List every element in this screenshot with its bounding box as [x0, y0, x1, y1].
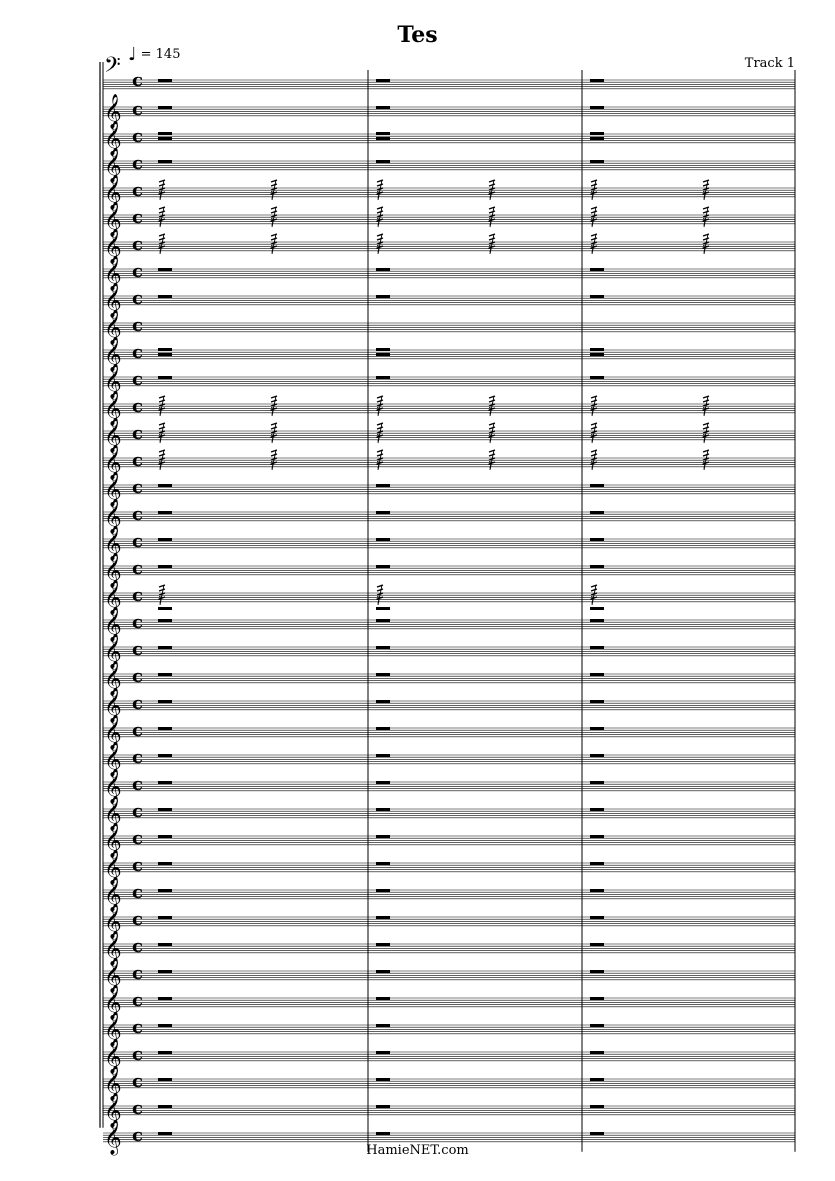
time-signature: c	[132, 585, 143, 606]
whole-rest-icon	[158, 1132, 172, 1135]
staff	[103, 148, 795, 184]
whole-rest-icon	[376, 673, 390, 676]
treble-clef-icon: 𝄞	[104, 661, 122, 696]
treble-clef-icon: 𝄞	[104, 310, 122, 345]
whole-rest-icon	[376, 646, 390, 649]
whole-rest-icon	[158, 997, 172, 1000]
whole-rest-icon	[158, 353, 172, 356]
whole-rest-icon	[590, 132, 604, 135]
time-signature: c	[132, 558, 143, 579]
rest-flag	[159, 184, 165, 186]
rest-flag	[271, 400, 277, 402]
treble-clef-icon: 𝄞	[104, 283, 122, 318]
staff	[103, 634, 795, 670]
time-signature: c	[132, 1071, 143, 1092]
quarter-note-icon: ♩	[128, 44, 137, 65]
whole-rest-icon	[590, 1051, 604, 1054]
whole-rest-icon	[376, 538, 390, 541]
treble-clef-icon: 𝄞	[104, 337, 122, 372]
whole-rest-icon	[158, 862, 172, 865]
score-title: Tes	[397, 22, 438, 48]
staff	[103, 877, 795, 913]
staff	[103, 553, 795, 589]
whole-rest-icon	[376, 106, 390, 109]
rest-flag	[159, 400, 165, 402]
whole-rest-icon	[590, 916, 604, 919]
time-signature: c	[132, 909, 143, 930]
whole-rest-icon	[158, 484, 172, 487]
treble-clef-icon: 𝄞	[104, 229, 122, 264]
whole-rest-icon	[158, 137, 172, 140]
time-signature: c	[132, 1125, 143, 1146]
staff	[103, 607, 795, 643]
whole-rest-icon	[376, 160, 390, 163]
time-signature: c	[132, 693, 143, 714]
staff	[103, 904, 795, 940]
bass-clef-icon: 𝄢	[104, 53, 121, 83]
whole-rest-icon	[590, 862, 604, 865]
staff	[103, 472, 795, 508]
time-signature: c	[132, 342, 143, 363]
whole-rest-icon	[376, 1105, 390, 1108]
treble-clef-icon: 𝄞	[104, 769, 122, 804]
time-signature: c	[132, 747, 143, 768]
rest-flag	[377, 211, 383, 213]
staff	[103, 958, 795, 994]
treble-clef-icon: 𝄞	[104, 391, 122, 426]
rest-flag	[489, 238, 495, 240]
rest-flag	[703, 427, 709, 429]
whole-rest-icon	[590, 808, 604, 811]
treble-clef-icon: 𝄞	[104, 931, 122, 966]
whole-rest-icon	[158, 1105, 172, 1108]
treble-clef-icon: 𝄞	[104, 445, 122, 480]
staff	[103, 256, 795, 292]
treble-clef-icon: 𝄞	[104, 1093, 122, 1128]
staff	[103, 445, 795, 481]
whole-rest-icon	[590, 607, 604, 610]
time-signature: c	[132, 234, 143, 255]
rest-flag	[591, 400, 597, 402]
treble-clef-icon: 𝄞	[104, 121, 122, 156]
rest-flag	[377, 427, 383, 429]
whole-rest-icon	[376, 835, 390, 838]
staff	[103, 229, 795, 265]
whole-rest-icon	[158, 160, 172, 163]
whole-rest-icon	[590, 79, 604, 82]
whole-rest-icon	[158, 106, 172, 109]
whole-rest-icon	[590, 727, 604, 730]
whole-rest-icon	[158, 565, 172, 568]
time-signature: c	[132, 1017, 143, 1038]
staff	[103, 202, 795, 238]
treble-clef-icon: 𝄞	[104, 175, 122, 210]
whole-rest-icon	[158, 781, 172, 784]
whole-rest-icon	[590, 160, 604, 163]
treble-clef-icon: 𝄞	[104, 364, 122, 399]
rest-flag	[159, 589, 165, 591]
whole-rest-icon	[158, 646, 172, 649]
treble-clef-icon: 𝄞	[104, 202, 122, 237]
staves-group	[100, 53, 795, 1156]
time-signature: c	[132, 774, 143, 795]
whole-rest-icon	[590, 1132, 604, 1135]
rest-flag	[591, 211, 597, 213]
rest-flag	[159, 427, 165, 429]
treble-clef-icon: 𝄞	[104, 1039, 122, 1074]
time-signature: c	[132, 315, 143, 336]
time-signature: c	[132, 882, 143, 903]
whole-rest-icon	[376, 511, 390, 514]
whole-rest-icon	[376, 727, 390, 730]
whole-rest-icon	[590, 353, 604, 356]
whole-rest-icon	[590, 754, 604, 757]
whole-rest-icon	[158, 295, 172, 298]
whole-rest-icon	[590, 137, 604, 140]
rest-flag	[703, 238, 709, 240]
staff	[103, 850, 795, 886]
rest-flag	[703, 184, 709, 186]
treble-clef-icon: 𝄞	[104, 94, 122, 129]
whole-rest-icon	[158, 1051, 172, 1054]
treble-clef-icon: 𝄞	[104, 688, 122, 723]
time-signature: c	[132, 990, 143, 1011]
whole-rest-icon	[376, 607, 390, 610]
whole-rest-icon	[590, 565, 604, 568]
time-signature: c	[132, 504, 143, 525]
whole-rest-icon	[376, 484, 390, 487]
whole-rest-icon	[590, 673, 604, 676]
whole-rest-icon	[376, 137, 390, 140]
staff	[103, 823, 795, 859]
whole-rest-icon	[158, 511, 172, 514]
time-signature: c	[132, 180, 143, 201]
rest-flag	[703, 211, 709, 213]
treble-clef-icon: 𝄞	[104, 796, 122, 831]
staff	[103, 742, 795, 778]
treble-clef-icon: 𝄞	[104, 958, 122, 993]
treble-clef-icon: 𝄞	[104, 1012, 122, 1047]
staff	[103, 1039, 795, 1075]
treble-clef-icon: 𝄞	[104, 418, 122, 453]
whole-rest-icon	[590, 1105, 604, 1108]
whole-rest-icon	[376, 700, 390, 703]
whole-rest-icon	[590, 943, 604, 946]
staff	[103, 1012, 795, 1048]
treble-clef-icon: 𝄞	[104, 904, 122, 939]
whole-rest-icon	[376, 132, 390, 135]
staff	[103, 661, 795, 697]
staff	[103, 391, 795, 427]
whole-rest-icon	[376, 970, 390, 973]
rest-flag	[377, 454, 383, 456]
staff	[103, 796, 795, 832]
rest-flag	[271, 427, 277, 429]
whole-rest-icon	[376, 754, 390, 757]
treble-clef-icon: 𝄞	[104, 580, 122, 615]
whole-rest-icon	[376, 1024, 390, 1027]
time-signature: c	[132, 288, 143, 309]
rest-flag	[591, 238, 597, 240]
whole-rest-icon	[376, 565, 390, 568]
treble-clef-icon: 𝄞	[104, 1066, 122, 1101]
whole-rest-icon	[158, 808, 172, 811]
rest-flag	[271, 454, 277, 456]
time-signature: c	[132, 801, 143, 822]
whole-rest-icon	[158, 607, 172, 610]
whole-rest-icon	[158, 1078, 172, 1081]
time-signature: c	[132, 963, 143, 984]
treble-clef-icon: 𝄞	[104, 607, 122, 642]
staff	[103, 310, 795, 346]
whole-rest-icon	[376, 997, 390, 1000]
time-signature: c	[132, 369, 143, 390]
whole-rest-icon	[158, 619, 172, 622]
staff	[103, 337, 795, 373]
whole-rest-icon	[590, 295, 604, 298]
staff	[103, 121, 795, 157]
whole-rest-icon	[590, 1078, 604, 1081]
whole-rest-icon	[376, 348, 390, 351]
staff	[103, 715, 795, 751]
time-signature: c	[132, 855, 143, 876]
whole-rest-icon	[590, 970, 604, 973]
staff	[103, 985, 795, 1021]
whole-rest-icon	[158, 538, 172, 541]
treble-clef-icon: 𝄞	[104, 742, 122, 777]
whole-rest-icon	[590, 781, 604, 784]
rest-flag	[489, 454, 495, 456]
treble-clef-icon: 𝄞	[104, 877, 122, 912]
whole-rest-icon	[376, 1078, 390, 1081]
whole-rest-icon	[590, 1024, 604, 1027]
rest-flag	[159, 238, 165, 240]
whole-rest-icon	[590, 484, 604, 487]
staff	[103, 283, 795, 319]
whole-rest-icon	[376, 619, 390, 622]
whole-rest-icon	[158, 348, 172, 351]
staff	[103, 1093, 795, 1129]
staff	[103, 418, 795, 454]
whole-rest-icon	[590, 538, 604, 541]
footer-credit: HamieNET.com	[366, 1143, 469, 1158]
time-signature: c	[132, 99, 143, 120]
whole-rest-icon	[590, 348, 604, 351]
treble-clef-icon: 𝄞	[104, 1120, 122, 1155]
whole-rest-icon	[158, 916, 172, 919]
whole-rest-icon	[376, 916, 390, 919]
staff	[103, 53, 795, 99]
time-signature: c	[132, 666, 143, 687]
staff	[103, 580, 795, 616]
staff	[103, 688, 795, 724]
staff	[103, 175, 795, 211]
time-signature: c	[132, 1044, 143, 1065]
whole-rest-icon	[590, 889, 604, 892]
rest-flag	[271, 184, 277, 186]
staff	[103, 499, 795, 535]
treble-clef-icon: 𝄞	[104, 850, 122, 885]
whole-rest-icon	[590, 106, 604, 109]
whole-rest-icon	[376, 781, 390, 784]
whole-rest-icon	[158, 727, 172, 730]
time-signature: c	[132, 477, 143, 498]
instrument-name: Track 1	[744, 56, 795, 71]
whole-rest-icon	[376, 943, 390, 946]
whole-rest-icon	[376, 862, 390, 865]
rest-flag	[591, 427, 597, 429]
treble-clef-icon: 𝄞	[104, 715, 122, 750]
rest-flag	[271, 211, 277, 213]
whole-rest-icon	[376, 376, 390, 379]
staff	[103, 94, 795, 130]
whole-rest-icon	[158, 754, 172, 757]
whole-rest-icon	[590, 997, 604, 1000]
treble-clef-icon: 𝄞	[104, 985, 122, 1020]
time-signature: c	[132, 828, 143, 849]
treble-clef-icon: 𝄞	[104, 256, 122, 291]
time-signature: c	[132, 720, 143, 741]
whole-rest-icon	[376, 295, 390, 298]
time-signature: c	[132, 153, 143, 174]
whole-rest-icon	[158, 943, 172, 946]
whole-rest-icon	[590, 700, 604, 703]
time-signature: c	[132, 207, 143, 228]
whole-rest-icon	[158, 79, 172, 82]
rest-flag	[489, 427, 495, 429]
time-signature: c	[132, 70, 143, 91]
whole-rest-icon	[376, 889, 390, 892]
treble-clef-icon: 𝄞	[104, 553, 122, 588]
rest-flag	[591, 454, 597, 456]
whole-rest-icon	[158, 268, 172, 271]
staff	[103, 769, 795, 805]
whole-rest-icon	[158, 889, 172, 892]
time-signature: c	[132, 450, 143, 471]
rest-flag	[377, 238, 383, 240]
whole-rest-icon	[376, 268, 390, 271]
rest-flag	[377, 589, 383, 591]
whole-rest-icon	[590, 376, 604, 379]
whole-rest-icon	[376, 1132, 390, 1135]
rest-flag	[489, 184, 495, 186]
rest-flag	[159, 211, 165, 213]
rest-flag	[703, 454, 709, 456]
time-signature: c	[132, 531, 143, 552]
time-signature: c	[132, 396, 143, 417]
treble-clef-icon: 𝄞	[104, 823, 122, 858]
time-signature: c	[132, 639, 143, 660]
rest-flag	[489, 400, 495, 402]
whole-rest-icon	[590, 511, 604, 514]
rest-flag	[703, 400, 709, 402]
whole-rest-icon	[158, 970, 172, 973]
whole-rest-icon	[590, 268, 604, 271]
whole-rest-icon	[590, 835, 604, 838]
rest-flag	[489, 211, 495, 213]
whole-rest-icon	[376, 79, 390, 82]
time-signature: c	[132, 936, 143, 957]
whole-rest-icon	[376, 1051, 390, 1054]
whole-rest-icon	[158, 376, 172, 379]
treble-clef-icon: 𝄞	[104, 499, 122, 534]
whole-rest-icon	[376, 353, 390, 356]
whole-rest-icon	[158, 132, 172, 135]
whole-rest-icon	[158, 835, 172, 838]
treble-clef-icon: 𝄞	[104, 634, 122, 669]
staff	[103, 364, 795, 400]
rest-flag	[159, 454, 165, 456]
tempo-value: = 145	[140, 47, 181, 62]
whole-rest-icon	[590, 619, 604, 622]
whole-rest-icon	[158, 1024, 172, 1027]
rest-flag	[377, 400, 383, 402]
treble-clef-icon: 𝄞	[104, 148, 122, 183]
time-signature: c	[132, 612, 143, 633]
rest-flag	[271, 238, 277, 240]
rest-flag	[591, 589, 597, 591]
whole-rest-icon	[158, 700, 172, 703]
time-signature: c	[132, 126, 143, 147]
time-signature: c	[132, 423, 143, 444]
whole-rest-icon	[158, 673, 172, 676]
treble-clef-icon: 𝄞	[104, 526, 122, 561]
rest-flag	[377, 184, 383, 186]
rest-flag	[591, 184, 597, 186]
time-signature: c	[132, 1098, 143, 1119]
staff	[103, 526, 795, 562]
whole-rest-icon	[590, 646, 604, 649]
staff	[103, 931, 795, 967]
whole-rest-icon	[376, 808, 390, 811]
treble-clef-icon: 𝄞	[104, 472, 122, 507]
time-signature: c	[132, 261, 143, 282]
staff	[103, 1066, 795, 1102]
